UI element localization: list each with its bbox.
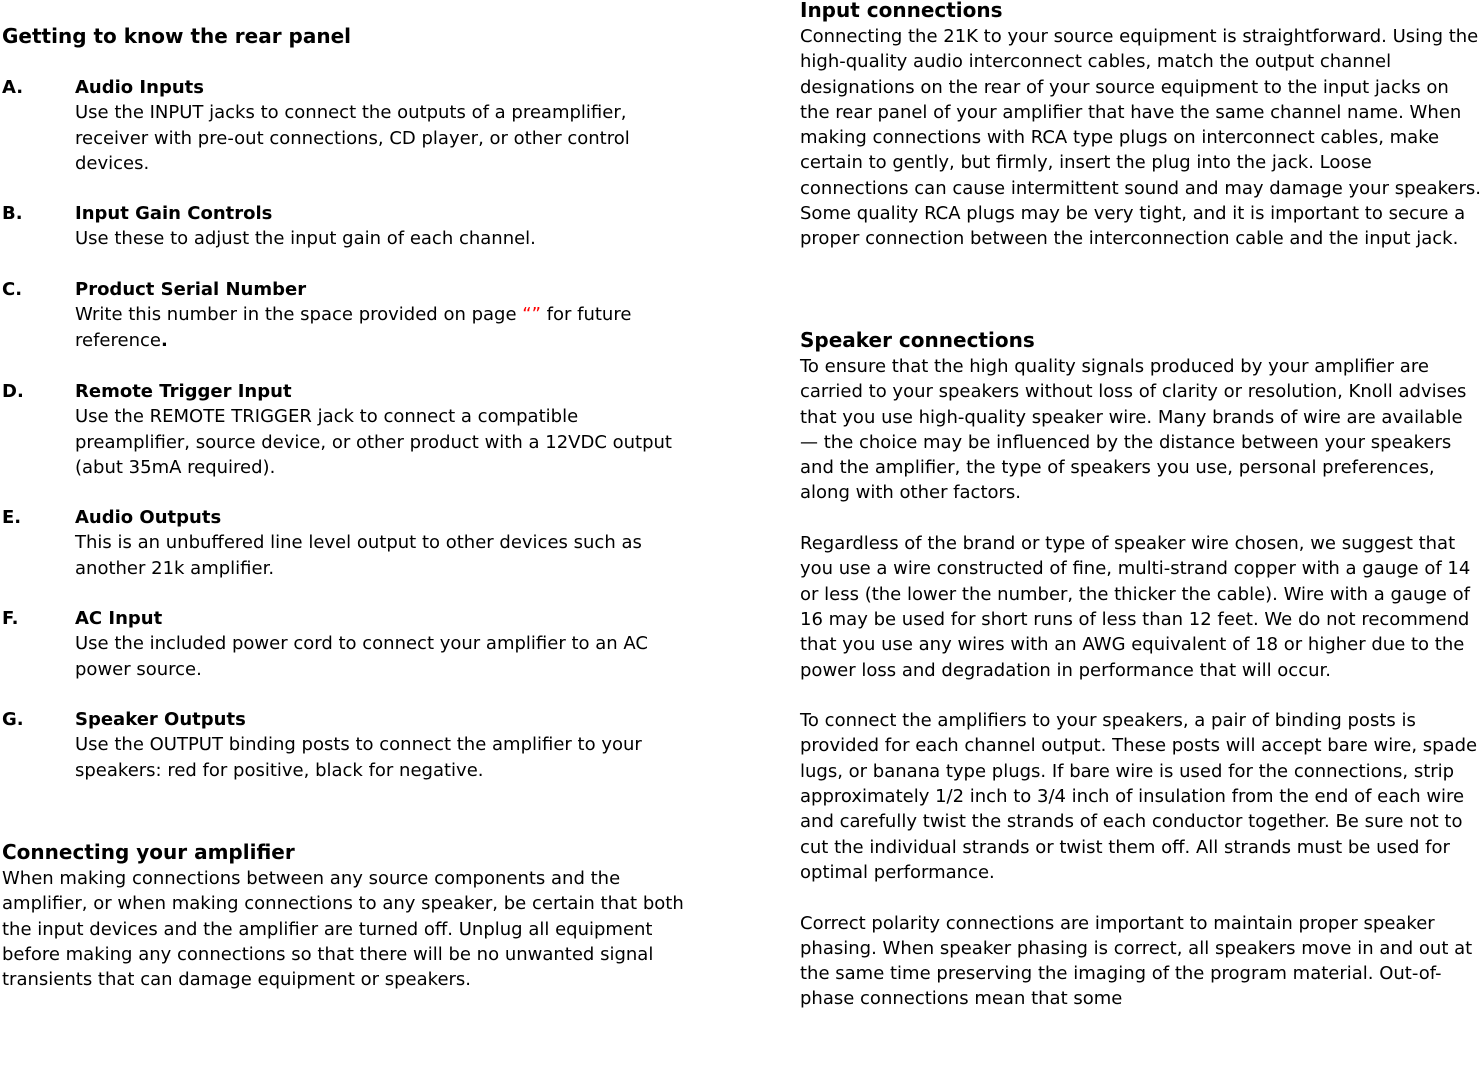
item-body (75, 505, 692, 581)
speaker-connections-heading: Speaker connections (800, 328, 1035, 352)
speaker-connections-paragraph-2: Regardless of the brand or type of speaker wire chosen, we suggest that you use a wire constructed of fine, multi-strand copper with a gauge of 14 or less (the lower the number, the thicker the cable). Wire with a gauge of 16 may be used for short runs of less than 12 feet. We do not recommend that you use any wires with an AWG equivalent of 18 or higher due to the power loss and degradation in performance that will occur. (800, 533, 1471, 681)
item-title: Speaker Outputs (75, 709, 246, 730)
item-description: Use the REMOTE TRIGGER jack to connect a compatible preamplifier, source device, or other product with a 12VDC output (abut 35mA required). (75, 406, 672, 478)
item-text-after: for future reference (75, 304, 632, 351)
item-description (75, 302, 692, 353)
item-letter: C. (2, 279, 23, 300)
input-connections-text: Connecting the 21K to your source equipment is straightforward. Using the high-quality audio interconnect cables, match the output channel designations on the rear of your source equipment to the input jacks on the rear panel of your amplifier that have the same channel name. When making connections with RCA type plugs on interconnect cables, make certain to gently, but firmly, insert the plug into the jack. Loose connections can cause intermittent sound and may damage your speakers. Some quality RCA plugs may be very tight, and it is important to secure a proper connection between the interconnection cable and the input jack. (800, 26, 1481, 250)
item-title: Audio Inputs (75, 77, 204, 98)
item-title: Input Gain Controls (75, 203, 273, 224)
speaker-connections-paragraph-4: Correct polarity connections are important to maintain proper speaker phasing. When speaker phasing is correct, all speakers move in and out at the same time preserving the imaging of the program material. Out-of-phase connections mean that some (800, 912, 1473, 1010)
connecting-amplifier-section (2, 839, 692, 992)
item-text-before: Write this number in the space provided on page (75, 304, 523, 326)
item-letter: A. (2, 77, 24, 98)
item-title: AC Input (75, 608, 163, 629)
input-connections-heading: Input connections (800, 0, 1003, 22)
speaker-connections-paragraph-1: To ensure that the high quality signals produced by your amplifier are carried to your speakers without loss of clarity or resolution, Knoll advises that you use high-quality speaker wire. Many brands of wire are available — the choice may be influenced by the distance between your speakers and the amplifier, the type of speakers you use, personal preferences, along with other factors. (800, 356, 1467, 504)
item-body (75, 379, 692, 480)
item-body (75, 201, 692, 252)
speaker-connections-paragraph-3: To connect the amplifiers to your speakers, a pair of binding posts is provided for each channel output. These posts will accept bare wire, spade lugs, or banana type plugs. If bare wire is used for the connections, strip approximately 1/2 inch to 3/4 inch of insulation from the end of each wire and carefully twist the strands of each conductor together. Be sure not to cut the individual strands or twist them off. All strands must be used for optimal performance. (800, 710, 1478, 883)
connecting-amplifier-text: When making connections between any source components and the amplifier, or when making connections to any speaker, be certain that both the input devices and the amplifier are turned off. Unplug all equipment before making any connections so that there will be no unwanted signal transients that can damage equipment or speakers. (2, 868, 684, 991)
item-description: Use the INPUT jacks to connect the outputs of a preamplifier, receiver with pre-out connections, CD player, or other control devices. (75, 102, 630, 174)
item-title: Audio Outputs (75, 507, 222, 528)
item-title: Remote Trigger Input (75, 381, 292, 402)
item-title: Product Serial Number (75, 279, 307, 300)
item-letter: E. (2, 507, 22, 528)
item-letter: F. (2, 608, 19, 629)
item-end-mark: . (160, 329, 168, 351)
item-letter: G. (2, 709, 24, 730)
speaker-connections-section (800, 327, 1481, 1012)
input-connections-section (800, 0, 1481, 252)
item-description: Use the OUTPUT binding posts to connect the amplifier to your speakers: red for positive, black for negative. (75, 734, 642, 781)
item-body (75, 707, 692, 783)
item-letter: D. (2, 381, 24, 402)
item-description: Use the included power cord to connect your amplifier to an AC power source. (75, 633, 648, 680)
item-body (75, 606, 692, 682)
item-letter: B. (2, 203, 23, 224)
item-description: This is an unbuffered line level output to other devices such as another 21k amplifier. (75, 532, 642, 579)
rear-panel-heading: Getting to know the rear panel (2, 24, 352, 48)
item-description: Use these to adjust the input gain of each channel. (75, 228, 536, 250)
item-body (75, 75, 692, 176)
item-body (75, 277, 692, 353)
connecting-amplifier-heading: Connecting your amplifier (2, 840, 295, 864)
page-reference-quote: “” (522, 304, 541, 326)
